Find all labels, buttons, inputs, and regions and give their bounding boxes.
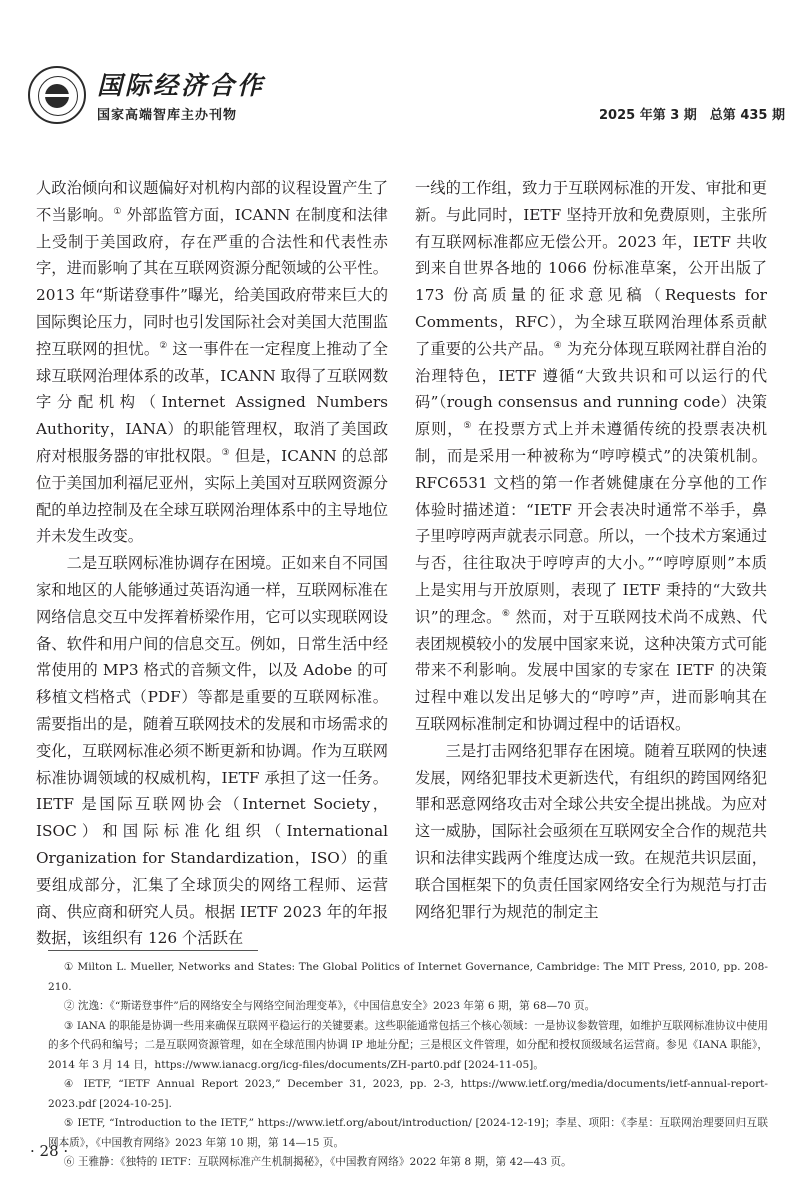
footnote-ref[interactable]: ③ (221, 447, 230, 458)
footnotes (48, 958, 768, 1173)
footnote-ref[interactable]: ④ (553, 340, 562, 351)
footnote: ② 沈逸：《“斯诺登事件”后的网络安全与网络空间治理变革》，《中国信息安全》2023 年第 6 期，第 68—70 页。 (63, 1000, 596, 1012)
page-header (25, 62, 785, 132)
footnote-ref[interactable]: ① (113, 206, 122, 217)
footnote: ① Milton L. Mueller, Networks and States: The Global Politics of Internet Governance, Cambridge: The MIT Press, 2010, pp. 208-210. (48, 961, 768, 993)
issue-info: 2025 年第 3 期 总第 435 期 (599, 108, 785, 123)
footnote: ⑥ 王雅静：《独特的 IETF：互联网标准产生机制揭秘》，《中国教育网络》2022 年第 8 期，第 42—43 页。 (63, 1156, 572, 1168)
journal-title: 国际经济合作 (97, 71, 266, 100)
footnote: ④ IETF, “IETF Annual Report 2023,” December 31, 2023, pp. 2-3, https://www.ietf.org/media/documents/ietf-annual-report-2023.pdf [2024-10-25]. (48, 1078, 768, 1110)
paragraph: 三是打击网络犯罪存在困境。随着互联网的快速发展，网络犯罪技术更新迭代，有组织的跨国网络犯罪和恶意网络攻击对全球公共安全提出挑战。为应对这一威胁，国际社会亟须在互联网安全合作的规范共识和法律实践两个维度达成一致。在规范共识层面，联合国框架下的负责任国家网络安全行为规范与打击网络犯罪行为规范的制定主 (415, 741, 767, 921)
footnote-ref[interactable]: ⑥ (501, 608, 511, 619)
journal-subtitle: 国家高端智库主办刊物 (97, 108, 238, 123)
paragraph: 人政治倾向和议题偏好对机构内部的议程设置产生了不当影响。① 外部监管方面，ICANN 在制度和法律上受制于美国政府，存在严重的合法性和代表性赤字，进而影响了其在互联网资源分配领域的公平性。2013 年“斯诺登事件”曝光，给美国政府带来巨大的国际舆论压力，同时也引发国际社会对美国大范围监控互联网的担忧。② 这一事件在一定程度上推动了全球互联网治理体系的改革，ICANN 取得了互联网数字分配机构（Internet Assigned Numbers Authority，IANA）的职能管理权，取消了美国政府对根服务器的审批权限。③ 但是，ICANN 的总部位于美国加利福尼亚州，实际上美国对互联网资源分配的单边控制及在全球互联网治理体系中的主导地位并未发生改变。 (36, 179, 388, 546)
paragraph: 二是互联网标准协调存在困境。正如来自不同国家和地区的人能够通过英语沟通一样，互联网标准在网络信息交互中发挥着桥梁作用，它可以实现联网设备、软件和用户间的信息交互。例如，日常生活中经常使用的 MP3 格式的音频文件，以及 Adobe 的可移植文档格式（PDF）等都是重要的互联网标准。需要指出的是，随着互联网技术的发展和市场需求的变化，互联网标准必须不断更新和协调。作为互联网标准协调领域的权威机构，IETF 承担了这一任务。IETF 是国际互联网协会（Internet Society，ISOC）和国际标准化组织（International Organization for Standardization，ISO）的重要组成部分，汇集了全球顶尖的网络工程师、运营商、供应商和研究人员。根据 IETF 2023 年的年报数据，该组织有 126 个活跃在 (36, 554, 388, 948)
page-number: · 28 · (30, 1142, 69, 1160)
left-column (36, 175, 388, 952)
footnote-ref[interactable]: ② (159, 340, 168, 351)
paragraph: 一线的工作组，致力于互联网标准的开发、审批和更新。与此同时，IETF 坚持开放和免费原则，主张所有互联网标准都应无偿公开。2023 年，IETF 共收到来自世界各地的 1066 份标准草案，公开出版了 173 份高质量的征求意见稿（Requests for Comments，RFC），为全球互联网治理体系贡献了重要的公共产品。④ 为充分体现互联网社群自治的治理特色，IETF 遵循“大致共识和可以运行的代码”（rough consensus and running code）决策原则，⑤ 在投票方式上并未遵循传统的投票表决机制，而是采用一种被称为“哼哼模式”的决策机制。RFC6531 文档的第一作者姚健康在分享他的工作体验时描述道：“IETF 开会表决时通常不举手，鼻子里哼哼两声就表示同意。所以，一个技术方案通过与否，往往取决于哼哼声的大小。”“哼哼原则”本质上是实用与开放原则，表现了 IETF 秉持的“大致共识”的理念。⑥ 然而，对于互联网技术尚不成熟、代表团规模较小的发展中国家来说，这种决策方式可能带来不利影响。发展中国家的专家在 IETF 的决策过程中难以发出足够大的“哼哼”声，进而影响其在互联网标准制定和协调过程中的话语权。 (415, 179, 767, 733)
footnote-divider (48, 950, 258, 951)
footnote-ref[interactable]: ⑤ (463, 421, 473, 432)
institution-seal-icon (28, 66, 86, 124)
footnote: ⑤ IETF, “Introduction to the IETF,” https://www.ietf.org/about/introduction/ [2024-12-19]；李星、项阳：《李星：互联网治理要回归互联网本质》，《中国教育网络》2023 年第 10 期，第 14—15 页。 (48, 1117, 768, 1149)
footnote: ③ IANA 的职能是协调一些用来确保互联网平稳运行的关键要素。这些职能通常包括三个核心领域：一是协议参数管理，如维护互联网标准协议中使用的多个代码和编号；二是互联网资源管理，如在全球范围内协调 IP 地址分配；三是根区文件管理，如分配和授权顶级域名运营商。参见《IANA 职能》，2014 年 3 月 14 日，https://www.ianacg.org/icg-files/documents/ZH-part0.pdf [2024-11-05]。 (48, 1019, 768, 1071)
right-column (415, 175, 767, 925)
